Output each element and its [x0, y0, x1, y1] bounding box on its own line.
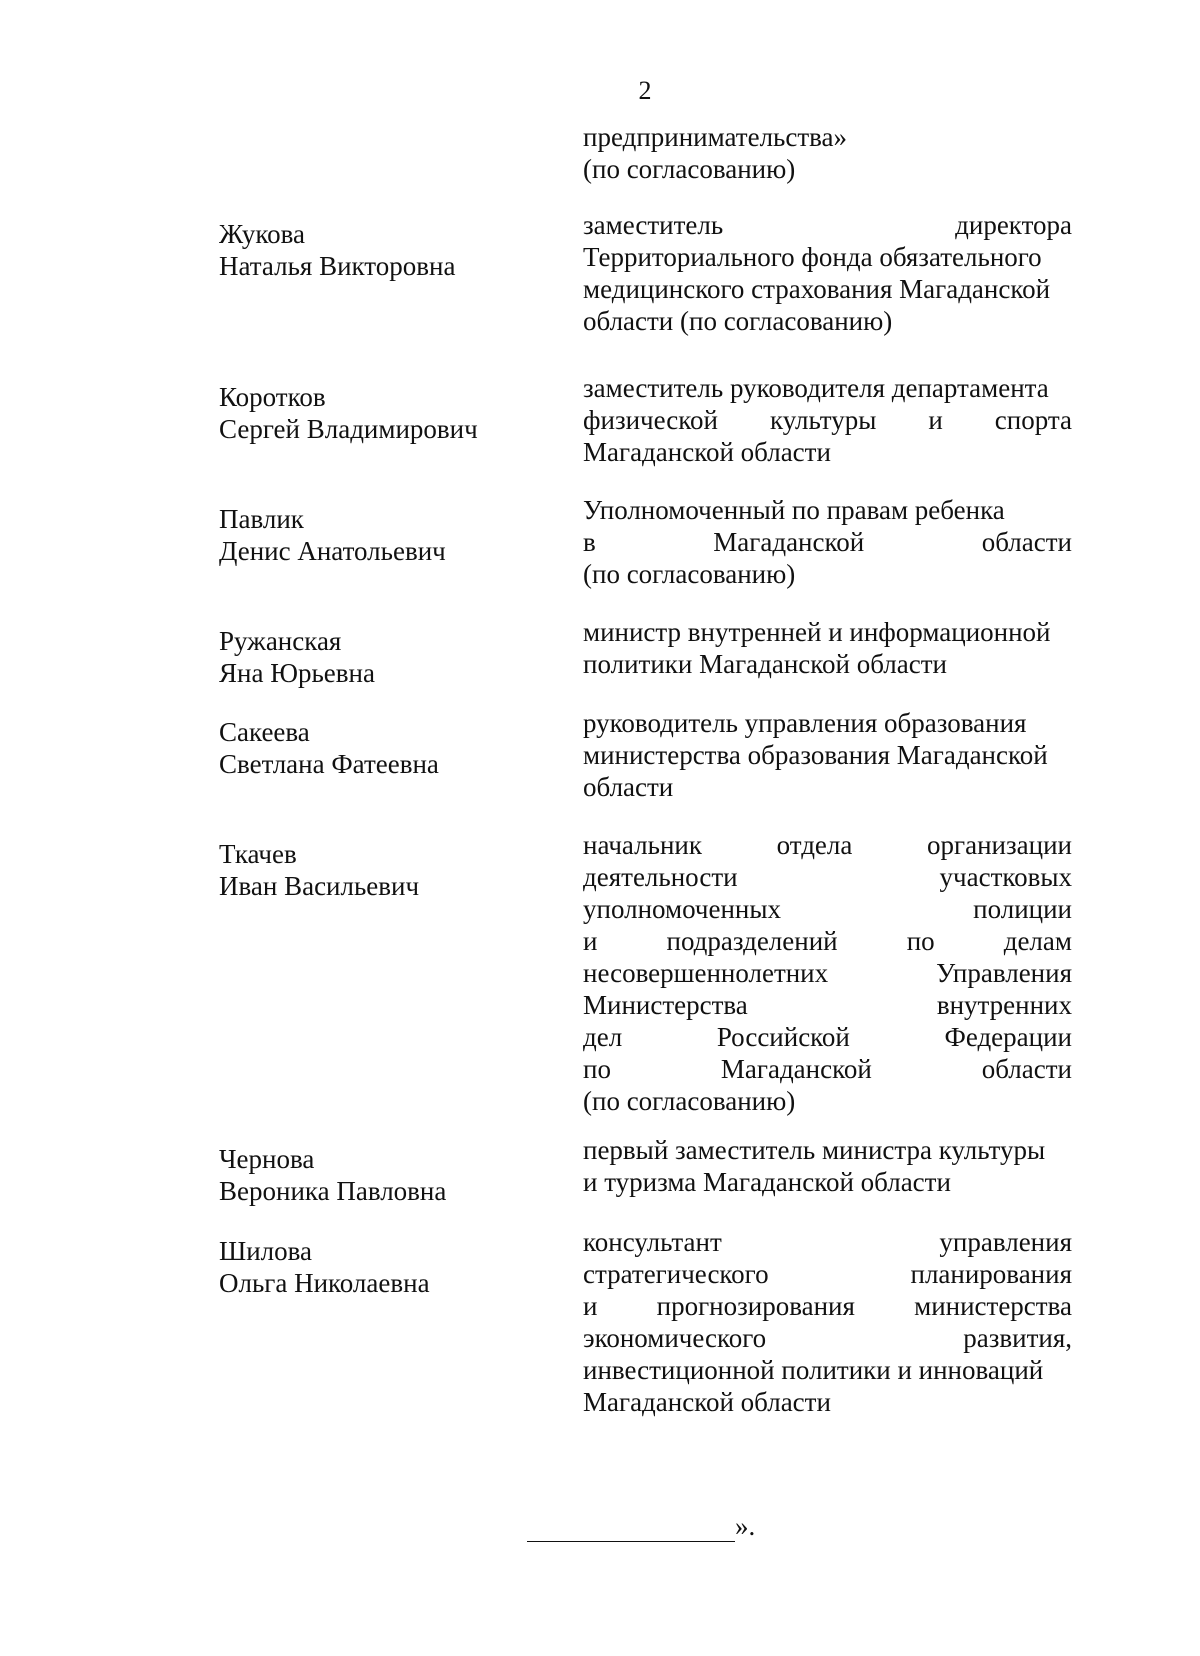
position-word: по	[906, 926, 935, 956]
position-word: культуры	[769, 405, 877, 435]
position-line: министерства образования Магаданской	[583, 740, 1048, 770]
position-word: консультант	[583, 1227, 722, 1257]
position-word: несовершеннолетних	[583, 958, 829, 988]
position-word: прогнозирования	[656, 1291, 855, 1321]
member-surname: Ружанская	[219, 626, 342, 656]
member-surname: Коротков	[219, 382, 326, 412]
position-word: Федерации	[944, 1022, 1072, 1052]
closing-quote: ».	[735, 1511, 756, 1541]
member-given-name: Яна Юрьевна	[219, 658, 375, 688]
member-given-name: Иван Васильевич	[219, 871, 420, 901]
member-name	[219, 503, 539, 567]
member-given-name: Сергей Владимирович	[219, 414, 478, 444]
position-word: отдела	[776, 830, 853, 860]
position-word: Магаданской	[713, 527, 865, 557]
position-line: Магаданской области	[583, 437, 831, 467]
member-position	[583, 707, 1072, 803]
position-line: инвестиционной политики и инноваций	[583, 1355, 1044, 1385]
position-line: первый заместитель министра культуры	[583, 1135, 1046, 1165]
member-name	[219, 625, 539, 689]
position-line	[583, 829, 1072, 861]
position-word: Управления	[936, 958, 1072, 988]
position-line	[583, 989, 1072, 1021]
position-line: Территориального фонда обязательного	[583, 242, 1042, 272]
position-word: внутренних	[936, 990, 1072, 1020]
member-given-name: Светлана Фатеевна	[219, 749, 439, 779]
position-line	[583, 893, 1072, 925]
position-line: министр внутренней и информационной	[583, 617, 1051, 647]
position-word: и	[583, 926, 598, 956]
member-given-name: Вероника Павловна	[219, 1176, 447, 1206]
position-line	[583, 1290, 1072, 1322]
continued-line: (по согласованию)	[583, 154, 796, 184]
member-surname: Чернова	[219, 1144, 315, 1174]
position-word: в	[583, 527, 596, 557]
member-name	[219, 218, 539, 282]
position-line	[583, 209, 1072, 241]
position-line	[583, 1258, 1072, 1290]
member-position	[583, 372, 1072, 468]
position-line: Магаданской области	[583, 1387, 831, 1417]
page-number: 2	[638, 76, 652, 105]
position-line	[583, 1053, 1072, 1085]
position-word: уполномоченных	[583, 894, 781, 924]
position-word: организации	[927, 830, 1072, 860]
position-word: дел	[583, 1022, 623, 1052]
signature-rule	[527, 1513, 735, 1542]
position-word: управления	[939, 1227, 1072, 1257]
member-surname: Жукова	[219, 219, 305, 249]
position-word: и	[583, 1291, 598, 1321]
position-word: заместитель	[583, 210, 724, 240]
member-name	[219, 381, 539, 445]
member-name	[219, 716, 539, 780]
position-word: развития,	[963, 1323, 1072, 1353]
position-word: области	[981, 527, 1072, 557]
position-line: Уполномоченный по правам ребенка	[583, 495, 1005, 525]
position-word: стратегического	[583, 1259, 769, 1289]
position-line: медицинского страхования Магаданской	[583, 274, 1051, 304]
position-word: подразделений	[666, 926, 838, 956]
member-name	[219, 1143, 539, 1207]
member-surname: Ткачев	[219, 839, 297, 869]
member-surname: Павлик	[219, 504, 304, 534]
position-word: участковых	[939, 862, 1072, 892]
position-word: министерства	[914, 1291, 1072, 1321]
position-word: Российской	[716, 1022, 850, 1052]
position-line	[583, 1021, 1072, 1053]
position-line	[583, 925, 1072, 957]
position-word: деятельности	[583, 862, 738, 892]
position-word: делам	[1003, 926, 1072, 956]
member-position	[583, 209, 1072, 337]
member-name	[219, 838, 539, 902]
position-word: Министерства	[583, 990, 748, 1020]
position-line: (по согласованию)	[583, 559, 796, 589]
position-line: и туризма Магаданской области	[583, 1167, 951, 1197]
member-position	[583, 1226, 1072, 1418]
position-line: заместитель руководителя департамента	[583, 373, 1049, 403]
position-line: политики Магаданской области	[583, 649, 947, 679]
position-word: полиции	[973, 894, 1072, 924]
position-word: физической	[583, 405, 718, 435]
position-line: руководитель управления образования	[583, 708, 1027, 738]
member-given-name: Наталья Викторовна	[219, 251, 456, 281]
position-line	[583, 526, 1072, 558]
continued-line: предпринимательства»	[583, 122, 848, 152]
position-word: спорта	[994, 405, 1072, 435]
position-line: области	[583, 772, 674, 802]
closing-mark	[527, 1511, 755, 1542]
position-line: области (по согласованию)	[583, 306, 893, 336]
member-position	[583, 829, 1072, 1117]
position-line: (по согласованию)	[583, 1086, 796, 1116]
member-given-name: Денис Анатольевич	[219, 536, 446, 566]
member-surname: Сакеева	[219, 717, 310, 747]
position-word: планирования	[910, 1259, 1072, 1289]
position-word: и	[928, 405, 943, 435]
member-position	[583, 616, 1072, 680]
position-line	[583, 1226, 1072, 1258]
position-line	[583, 957, 1072, 989]
position-line	[583, 1322, 1072, 1354]
member-surname: Шилова	[219, 1236, 313, 1266]
position-word: области	[981, 1054, 1072, 1084]
position-word: директора	[955, 210, 1072, 240]
continued-text	[583, 121, 1072, 185]
position-word: по	[583, 1054, 611, 1084]
member-name	[219, 1235, 539, 1299]
position-word: Магаданской	[720, 1054, 872, 1084]
position-line	[583, 404, 1072, 436]
member-given-name: Ольга Николаевна	[219, 1268, 430, 1298]
position-line	[583, 861, 1072, 893]
position-word: экономического	[583, 1323, 767, 1353]
member-position	[583, 1134, 1072, 1198]
position-word: начальник	[583, 830, 702, 860]
member-position	[583, 494, 1072, 590]
